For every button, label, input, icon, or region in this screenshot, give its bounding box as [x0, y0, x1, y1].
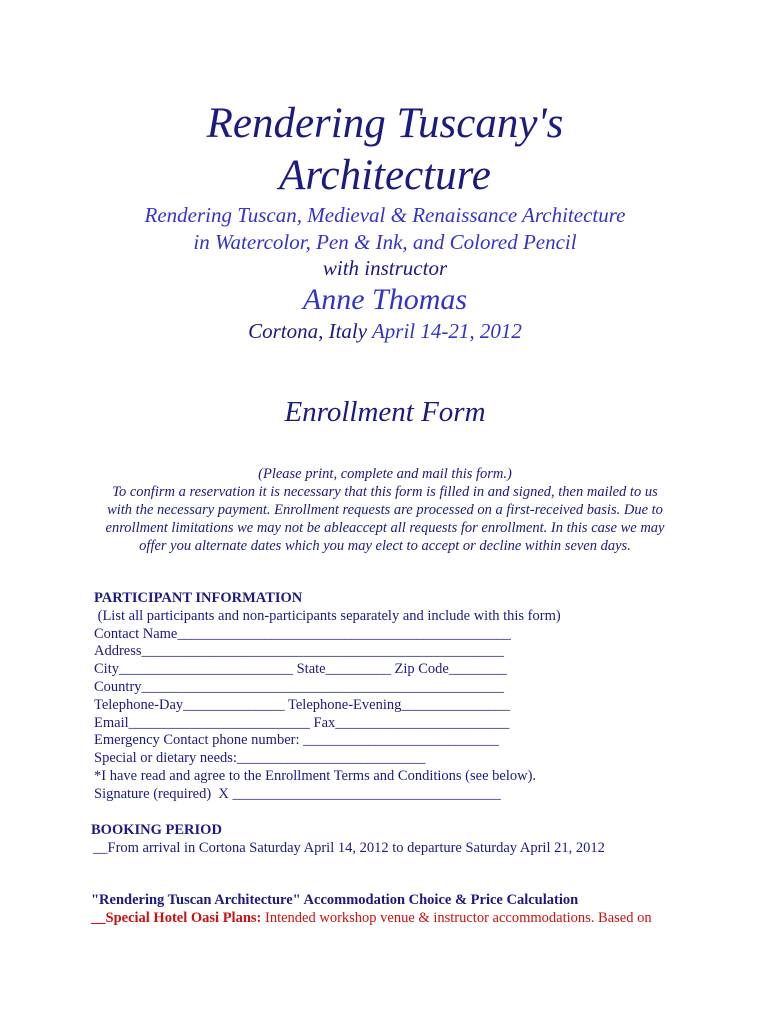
accommodation-heading: "Rendering Tuscan Architecture" Accommodation Choice & Price Calculation [91, 892, 579, 908]
address-field[interactable]: Address__________________________________________________ [94, 643, 505, 660]
instructions-line-4: enrollment limitations we may not be ableaccept all requests for enrollment. In this case we may [105, 520, 665, 536]
participant-heading: PARTICIPANT INFORMATION [94, 590, 303, 606]
booking-period-option[interactable]: __From arrival in Cortona Saturday April 14, 2012 to departure Saturday April 21, 2012 [93, 839, 605, 856]
booking-heading: BOOKING PERIOD [91, 822, 222, 838]
instructor-name: Anne Thomas [302, 283, 468, 316]
with-instructor-text: with instructor [322, 256, 448, 280]
hotel-plan-description: Intended workshop venue & instructor accommodations. Based on [261, 909, 652, 926]
country-field[interactable]: Country__________________________________________________ [94, 678, 505, 695]
telephone-field[interactable]: Telephone-Day______________ Telephone-Evening_______________ [94, 696, 511, 713]
subtitle-line-2: in Watercolor, Pen & Ink, and Colored Pencil [193, 230, 577, 254]
emergency-contact-field[interactable]: Emergency Contact phone number: ___________________________ [94, 732, 499, 749]
location-city: Cortona, Italy [248, 319, 368, 343]
form-title: Enrollment Form [284, 396, 486, 428]
hotel-plan-option[interactable] [91, 910, 751, 928]
terms-agreement-text: *I have read and agree to the Enrollment Terms and Conditions (see below). [94, 767, 537, 784]
workshop-dates: April 14-21, 2012 [371, 319, 522, 343]
contact-name-field[interactable]: Contact Name______________________________________________ [94, 625, 511, 642]
hotel-plan-label: __Special Hotel Oasi Plans: [91, 909, 262, 926]
instructions-line-2: To confirm a reservation it is necessary that this form is filled in and signed, then mailed to us [112, 484, 658, 500]
location-dates [0, 318, 770, 345]
instructions-line-1: (Please print, complete and mail this form.) [258, 466, 512, 482]
city-state-zip-field[interactable]: City________________________ State_________ Zip Code________ [94, 661, 507, 678]
participant-section [94, 590, 734, 804]
booking-section [91, 822, 731, 858]
subtitle-line-1: Rendering Tuscan, Medieval & Renaissance Architecture [144, 203, 626, 227]
accommodation-section [91, 892, 751, 928]
signature-field[interactable]: Signature (required) X _____________________________________ [94, 785, 501, 802]
page-title-line-2: Architecture [279, 152, 491, 199]
participant-note: (List all participants and non-participants separately and include with this form) [94, 607, 561, 624]
page-title-line-1: Rendering Tuscany's [206, 100, 564, 147]
email-fax-field[interactable]: Email_________________________ Fax________________________ [94, 714, 510, 731]
dietary-needs-field[interactable]: Special or dietary needs:__________________________ [94, 750, 426, 767]
instructions-line-3: with the necessary payment. Enrollment requests are processed on a first-received basis. Due to [107, 502, 663, 518]
instructions-line-5: offer you alternate dates which you may elect to accept or decline within seven days. [139, 538, 631, 554]
